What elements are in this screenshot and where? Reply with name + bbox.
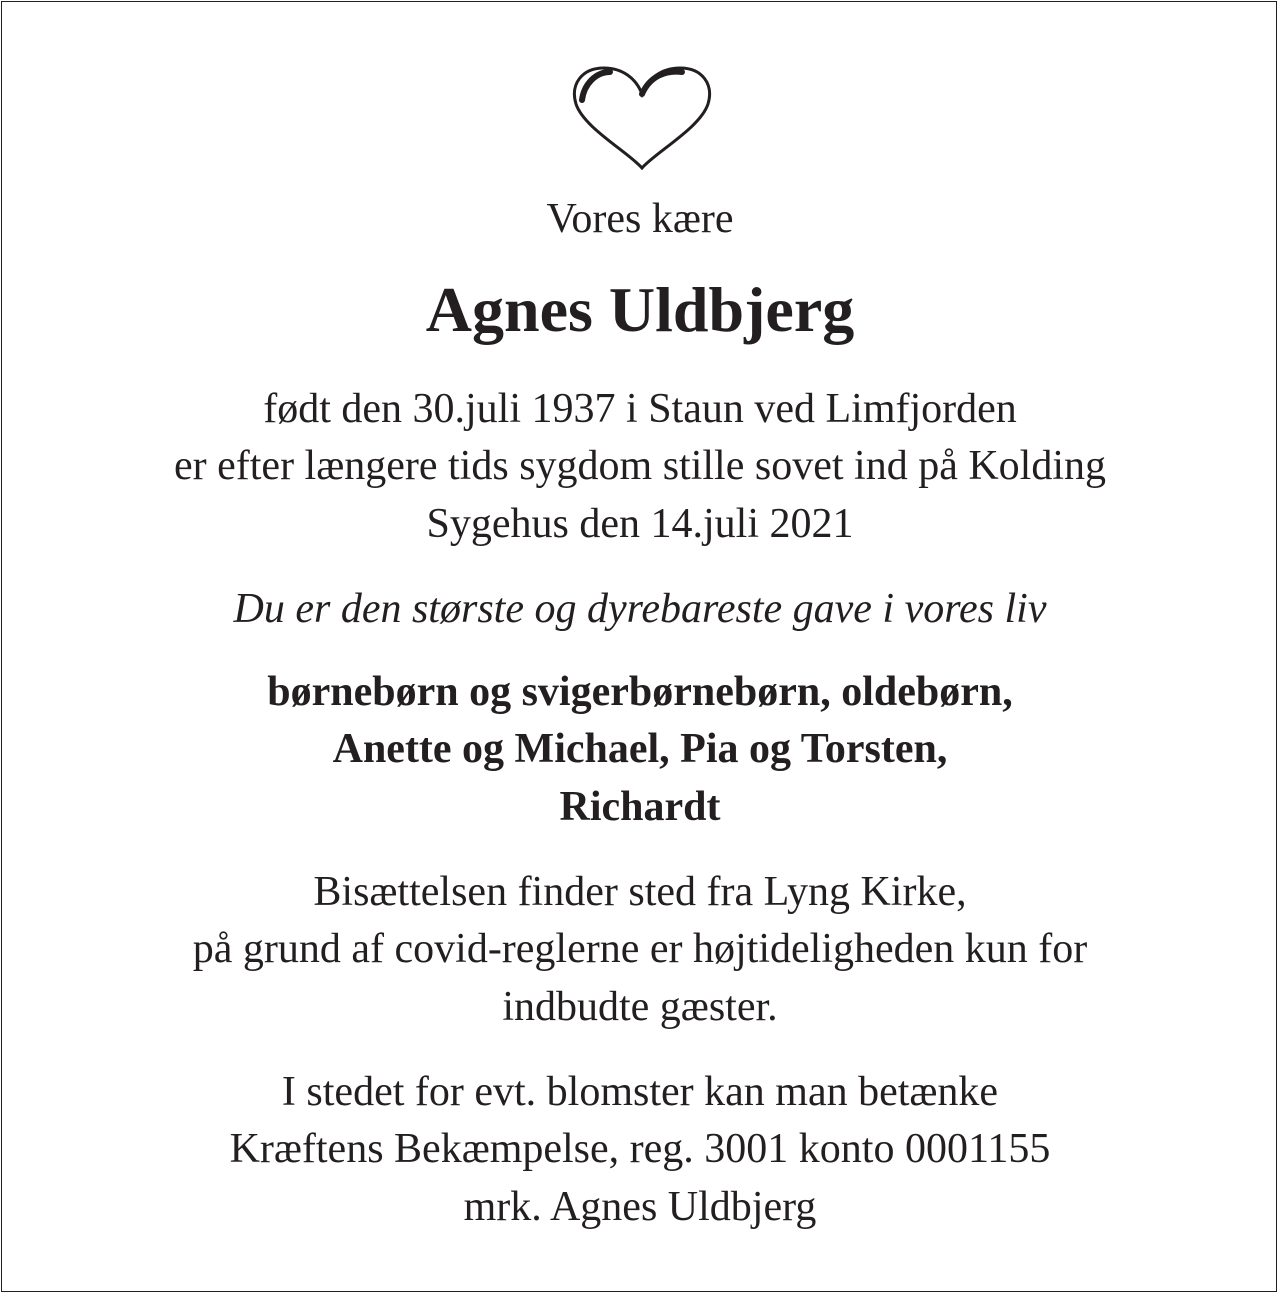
obituary-content [2,2,1278,1293]
service-line-3: indbudte gæster. [502,984,778,1030]
charity-line-3: mrk. Agnes Uldbjerg [463,1184,817,1230]
family-line-2: Anette og Michael, Pia og Torsten, [332,726,948,772]
charity-line-1: I stedet for evt. blomster kan man betænke [281,1069,999,1115]
memorial-quote: Du er den største og dyrebareste gave i vores liv [233,586,1047,632]
family-line-3: Richardt [559,784,721,830]
death-line-continued: Sygehus den 14.juli 2021 [426,501,854,547]
birth-line: født den 30.juli 1937 i Staun ved Limfjorden [263,386,1017,432]
intro-text: Vores kære [546,196,734,242]
service-line-2: på grund af covid-reglerne er højtideligheden kun for [192,926,1088,972]
family-line-1: børnebørn og svigerbørnebørn, oldebørn, [267,669,1013,715]
deceased-name: Agnes Uldbjerg [425,274,855,345]
obituary-frame [1,1,1277,1292]
service-line-1: Bisættelsen finder sted fra Lyng Kirke, [313,869,967,915]
death-line: er efter længere tids sygdom stille sovet ind på Kolding [174,443,1106,489]
charity-line-2: Kræftens Bekæmpelse, reg. 3001 konto 0001155 [229,1126,1051,1172]
heart-outline-icon [570,64,714,170]
